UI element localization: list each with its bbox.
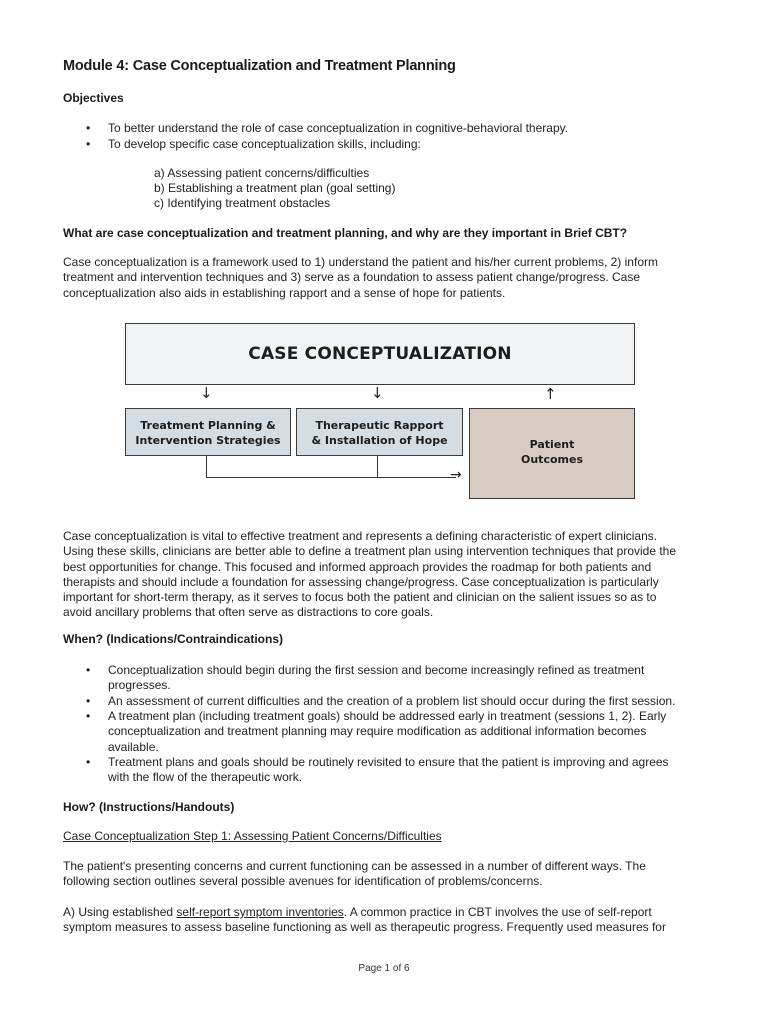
text-line: The patient's presenting concerns and current functioning can be assessed in a number of different ways. The xyxy=(63,859,646,873)
text-line: available. xyxy=(108,739,159,754)
step1-link: Case Conceptualization Step 1: Assessing Patient Concerns/Difficulties xyxy=(63,829,442,843)
text-line: important for short-term therapy, as it serves to focus both the patient and clinician on the salient issues so as to xyxy=(63,590,657,605)
arrow-down-icon: ↓ xyxy=(200,384,213,402)
when-item xyxy=(108,755,669,786)
what-heading: What are case conceptualization and treatment planning, and why are they important in Brief CBT? xyxy=(63,226,628,240)
connector-line xyxy=(206,456,207,478)
self-report-link: self-report symptom inventories xyxy=(176,905,344,919)
text-line: progresses. xyxy=(108,678,171,693)
text-line: Conceptualization should begin during the first session and become increasingly refined as treatment xyxy=(108,663,645,677)
text-line: Treatment plans and goals should be routinely revisited to ensure that the patient is improving and agrees xyxy=(108,755,669,769)
text-line: Case conceptualization is a framework used to 1) understand the patient and his/her current problems, 2) inform xyxy=(63,255,658,269)
box-label: Treatment Planning & xyxy=(140,419,276,432)
text-line: avoid ancillary problems that often serve as distractions to core goals. xyxy=(63,605,434,620)
diagram-box-therapeutic-rapport xyxy=(296,408,463,456)
bullet-icon: • xyxy=(86,137,91,151)
how-heading: How? (Instructions/Handouts) xyxy=(63,800,235,814)
text-line: best opportunities for change. This focused and informed approach provides the roadmap for both patients and xyxy=(63,559,652,574)
objective-subitem: a) Assessing patient concerns/difficulties xyxy=(154,166,370,180)
objective-item: To develop specific case conceptualization skills, including: xyxy=(108,137,421,151)
text-line: A treatment plan (including treatment goals) should be addressed early in treatment (sessions 1, 2). Early xyxy=(108,709,667,723)
text-line: symptom measures to assess baseline functioning as well as therapeutic progress. Frequently used measures for xyxy=(63,920,666,935)
box-label: Intervention Strategies xyxy=(135,434,281,447)
self-report-paragraph xyxy=(63,905,666,936)
box-label: Therapeutic Rapport xyxy=(315,419,444,432)
bullet-icon: • xyxy=(86,709,91,723)
when-item xyxy=(108,663,644,694)
page-number: Page 1 of 6 xyxy=(358,963,410,974)
diagram-top-box: CASE CONCEPTUALIZATION xyxy=(125,323,635,385)
when-item xyxy=(108,709,666,755)
bullet-icon: • xyxy=(86,694,91,708)
box-label: Patient xyxy=(529,438,575,451)
vital-paragraph xyxy=(63,529,676,621)
objective-item: To better understand the role of case conceptualization in cognitive-behavioral therapy. xyxy=(108,121,569,135)
connector-line xyxy=(206,477,456,478)
text-line: therapists and should include a foundation for assessing change/progress. Case conceptualization is particularly xyxy=(63,574,659,589)
page-title: Module 4: Case Conceptualization and Treatment Planning xyxy=(63,58,456,74)
when-heading: When? (Indications/Contraindications) xyxy=(63,632,283,646)
text-line: treatment and intervention techniques and 3) serve as a foundation to assess patient change/progress. Case xyxy=(63,270,641,285)
bullet-icon: • xyxy=(86,121,91,135)
arrow-down-icon: ↓ xyxy=(371,384,384,402)
text-line: following section outlines several possible avenues for identification of problems/concerns. xyxy=(63,874,543,889)
arrow-right-icon: → xyxy=(450,467,462,483)
text-line: Using these skills, clinicians are better able to define a treatment plan using intervention techniques that provide the xyxy=(63,544,677,559)
objective-subitem: b) Establishing a treatment plan (goal setting) xyxy=(154,181,396,195)
arrow-up-icon: ↑ xyxy=(544,385,557,403)
objectives-heading: Objectives xyxy=(63,91,124,105)
text-span: . A common practice in CBT involves the use of self-report xyxy=(343,905,652,919)
box-label: & Installation of Hope xyxy=(311,434,448,447)
what-paragraph xyxy=(63,255,658,301)
text-line: conceptualization also aids in establishing rapport and a sense of hope for patients. xyxy=(63,285,506,300)
text-line: conceptualization and treatment planning may require modification as additional information becomes xyxy=(108,724,647,739)
text-span: A) Using established xyxy=(63,905,177,919)
box-label: Outcomes xyxy=(521,453,583,466)
diagram-box-treatment-planning xyxy=(125,408,291,456)
text-line: Case conceptualization is vital to effective treatment and represents a defining characteristic of expert clinicians. xyxy=(63,529,658,543)
when-item xyxy=(108,694,675,709)
diagram-box-patient-outcomes xyxy=(469,408,635,499)
text-line: with the flow of the therapeutic work. xyxy=(108,770,303,785)
step1-heading xyxy=(63,829,442,844)
bullet-icon: • xyxy=(86,755,91,769)
text-line: An assessment of current difficulties and the creation of a problem list should occur during the first session. xyxy=(108,694,676,708)
objective-subitem: c) Identifying treatment obstacles xyxy=(154,196,331,210)
bullet-icon: • xyxy=(86,663,91,677)
connector-line xyxy=(377,456,378,478)
how-intro-paragraph xyxy=(63,859,646,890)
